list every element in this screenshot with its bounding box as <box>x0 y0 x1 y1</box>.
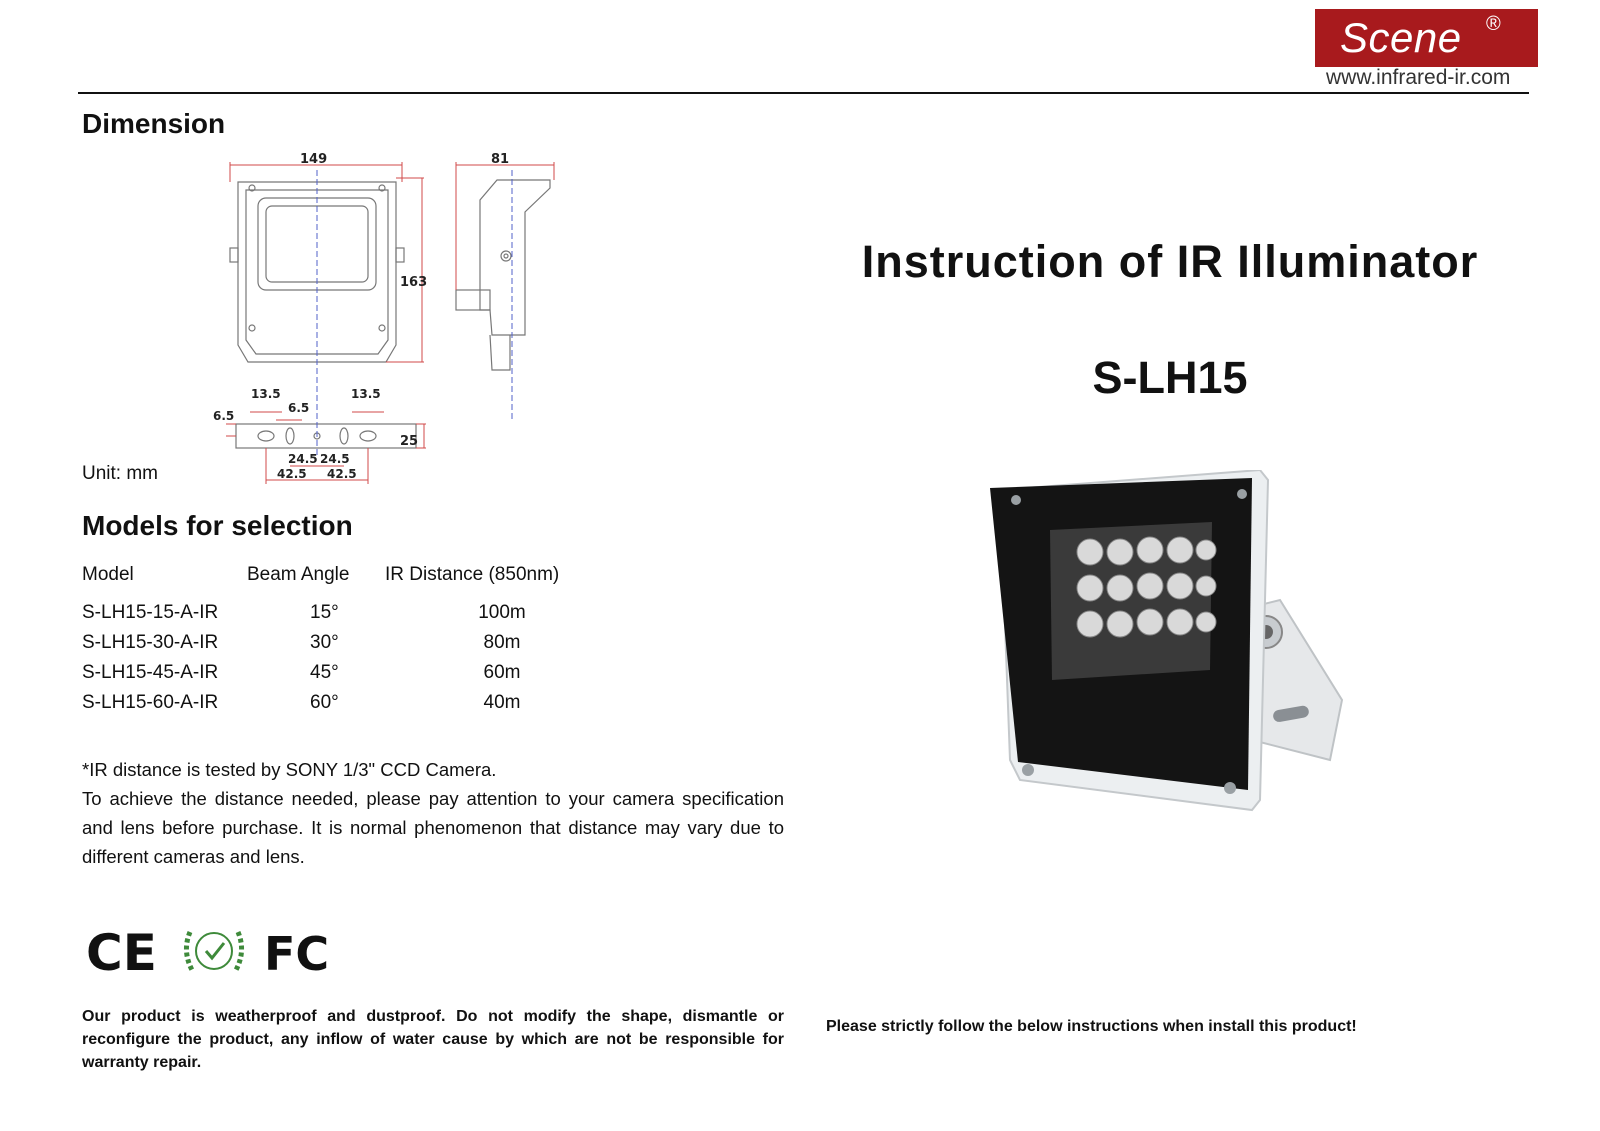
brand-logo-text: Scene <box>1340 14 1462 61</box>
model-name: S-LH15 <box>1092 352 1248 403</box>
model-cell: S-LH15-60-A-IR <box>82 692 219 713</box>
beam-angle-cell: 60° <box>310 692 339 713</box>
header-rule <box>78 92 1529 94</box>
dim-bracket-height: 25 <box>400 434 419 449</box>
dimension-drawing <box>210 150 570 490</box>
ir-distance-cell: 60m <box>483 662 521 683</box>
column-header-model: Model <box>82 564 134 585</box>
notes-block <box>82 755 784 871</box>
certification-logos <box>86 918 336 984</box>
dim-spacing-a: 24.5 <box>288 452 318 466</box>
document-title: Instruction of IR Illuminator <box>861 236 1479 287</box>
ir-distance-cell: 40m <box>483 692 521 713</box>
dim-span-b: 42.5 <box>327 467 357 481</box>
beam-angle-cell: 45° <box>310 662 339 683</box>
bracket-view-outline <box>236 424 419 449</box>
ce-mark-icon: CE <box>86 924 157 982</box>
ir-distance-cell: 100m <box>478 602 526 623</box>
model-cell: S-LH15-30-A-IR <box>82 632 219 653</box>
dim-spacing-b: 24.5 <box>320 452 350 466</box>
column-header-ir-distance: IR Distance (850nm) <box>385 564 560 585</box>
dim-gap-b: 6.5 <box>288 401 310 415</box>
registered-mark: ® <box>1486 13 1501 35</box>
dim-gap-a: 6.5 <box>213 409 235 423</box>
models-heading: Models for selection <box>82 510 353 541</box>
dim-depth: 81 <box>491 152 510 167</box>
dim-slot-b: 13.5 <box>351 387 381 401</box>
dim-height: 163 <box>400 275 428 290</box>
dim-width: 149 <box>300 152 328 167</box>
side-view-outline <box>480 180 550 335</box>
install-instruction-note: Please strictly follow the below instructions when install this product! <box>826 1018 1357 1035</box>
warning-text: Our product is weatherproof and dustproof. Do not modify the shape, dismantle or reconfigure the product, any inflow of water cause by which are not be responsible for warranty repair. <box>82 1008 784 1071</box>
dim-span-a: 42.5 <box>277 467 307 481</box>
dimension-heading: Dimension <box>82 108 226 139</box>
fcc-mark-icon: FC <box>264 927 330 981</box>
website-url: www.infrared-ir.com <box>1326 66 1511 89</box>
note-ir-distance: *IR distance is tested by SONY 1/3" CCD Camera. <box>82 759 497 780</box>
model-cell: S-LH15-45-A-IR <box>82 662 219 683</box>
product-photo <box>990 470 1370 830</box>
beam-angle-cell: 30° <box>310 632 339 653</box>
note-camera-spec: To achieve the distance needed, please pay attention to your camera specification and lens before purchase. It is normal phenomenon that distance may vary due to different cameras and lens. <box>82 788 784 867</box>
model-cell: S-LH15-15-A-IR <box>82 602 219 623</box>
column-header-beam-angle: Beam Angle <box>247 564 350 585</box>
ir-distance-cell: 80m <box>483 632 521 653</box>
dim-slot-a: 13.5 <box>251 387 281 401</box>
beam-angle-cell: 15° <box>310 602 339 623</box>
rohs-laurel-icon <box>186 932 241 970</box>
unit-label: Unit: mm <box>82 463 158 484</box>
